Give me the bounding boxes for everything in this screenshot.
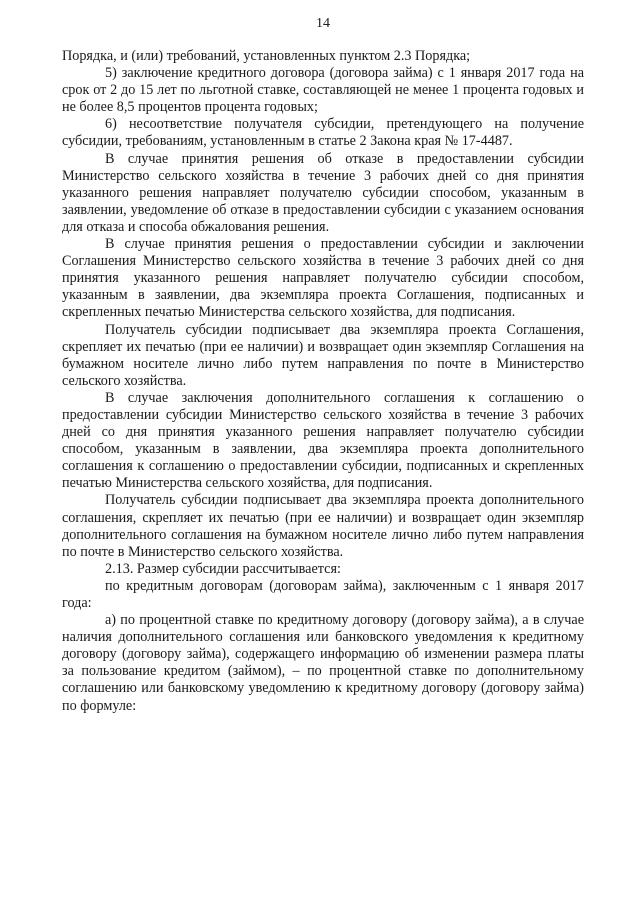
paragraph-section-2-13: 2.13. Размер субсидии рассчитывается: [105,560,341,577]
paragraph-recipient-signs-supplementary: Получатель субсидии подписывает два экземпляра проекта дополнительного соглашения, скрепляет их печатью (при ее наличии) и возвращает один экземпляр дополнительного соглашения на бумажном носителе лично либо путем направления по почте в Министерство сельского хозяйства. [62,492,584,560]
paragraph-recipient-signs: Получатель субсидии подписывает два экземпляра проекта Соглашения, скрепляет их печатью (при ее наличии) и возвращает один экземпляр Соглашения на бумажном носителе лично либо путем направления по почте в Министерство сельского хозяйства. [62,321,584,389]
page-number: 14 [316,16,330,31]
paragraph-item-6: 6) несоответствие получателя субсидии, претендующего на получение субсидии, требованиям, установленным в статье 2 Закона края № 17-4487. [62,116,584,150]
paragraph-supplementary-agreement: В случае заключения дополнительного соглашения к соглашению о предоставлении субсидии Министерство сельского хозяйства в течение 3 рабочих дней со дня принятия указанного решения направляет получателю субсидии способом, указанным в заявлении, два экземпляра проекта дополнительного соглашения к соглашению о предоставлении субсидии, подписанных и скрепленных печатью Министерства сельского хозяйства, для подписания. [62,389,584,492]
document-body [62,48,584,715]
paragraph-grant-decision: В случае принятия решения о предоставлении субсидии и заключении Соглашения Министерство сельского хозяйства в течение 3 рабочих дней со дня принятия указанного решения направляет получателю субсидии способом, указанным в заявлении, два экземпляра проекта Соглашения, подписанных и скрепленных печатью Министерства сельского хозяйства, для подписания. [62,236,584,321]
paragraph-item-a: а) по процентной ставке по кредитному договору (договору займа), а в случае наличия дополнительного соглашения или банковского уведомления к кредитному договору (договору займа), содержащего информацию об изменении размера платы за пользование кредитом (займом), – по процентной ставке по дополнительному соглашению или банковскому уведомлению к кредитному договору (договору займа) по формуле: [62,612,584,714]
paragraph-refusal-decision: В случае принятия решения об отказе в предоставлении субсидии Министерство сельского хозяйства в течение 3 рабочих дней со дня принятия указанного решения направляет получателю субсидии способом, указанным в заявлении, уведомление об отказе в предоставлении субсидии с указанием основания для отказа и способа обжалования решения. [62,150,584,235]
paragraph-continuation: Порядка, и (или) требований, установленных пунктом 2.3 Порядка; [62,48,471,64]
paragraph-item-5: 5) заключение кредитного договора (договора займа) с 1 января 2017 года на срок от 2 до 15 лет по льготной ставке, составляющей не менее 1 процента годовых и не более 8,5 процентов процента годовых; [62,65,584,116]
paragraph-loan-agreements: по кредитным договорам (договорам займа), заключенным с 1 января 2017 года: [62,577,584,611]
